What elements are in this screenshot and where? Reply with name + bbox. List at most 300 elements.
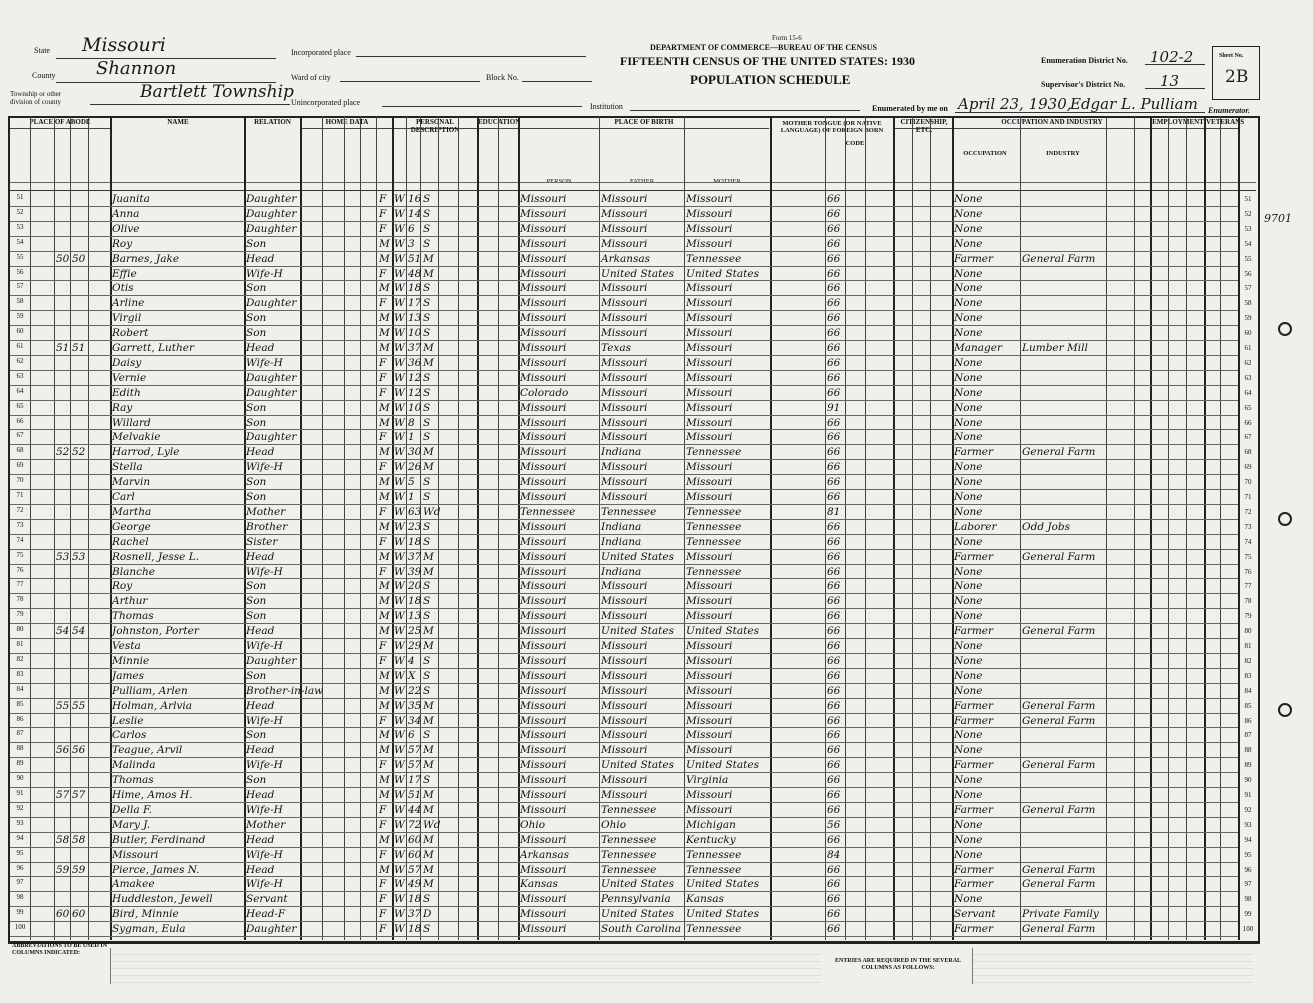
row-69-pob: Missouri bbox=[520, 461, 567, 474]
row-rule bbox=[10, 847, 1238, 848]
row-67-race: W bbox=[394, 431, 405, 444]
row-73-mar: S bbox=[423, 520, 431, 533]
row-97-mar: M bbox=[423, 878, 434, 891]
row-rule bbox=[10, 638, 1238, 639]
row-95-n: 95 bbox=[16, 848, 24, 857]
row-96-pob: Missouri bbox=[520, 863, 567, 876]
row-57-rel: Son bbox=[246, 282, 267, 295]
row-55-rel: Head bbox=[246, 252, 275, 265]
right-row-number: 98 bbox=[1244, 895, 1252, 904]
row-92-occ: Farmer bbox=[954, 803, 994, 816]
row-78-age: 18 bbox=[408, 595, 422, 608]
row-88-sex: M bbox=[379, 744, 390, 757]
row-56-pob: Missouri bbox=[520, 267, 567, 280]
row-70-sex: M bbox=[379, 476, 390, 489]
row-78-fpob: Missouri bbox=[601, 595, 648, 608]
row-97-fpob: United States bbox=[601, 878, 674, 891]
row-rule bbox=[10, 891, 1238, 892]
right-row-number: 72 bbox=[1244, 507, 1252, 516]
row-73-mpob: Tennessee bbox=[686, 520, 742, 533]
row-69-code: 66 bbox=[827, 461, 841, 474]
row-96-name: Pierce, James N. bbox=[112, 863, 200, 876]
row-90-pob: Missouri bbox=[520, 774, 567, 787]
row-72-mar: Wd bbox=[423, 505, 441, 518]
row-51-mpob: Missouri bbox=[686, 193, 733, 205]
row-79-mar: S bbox=[423, 610, 431, 623]
section-education: EDUCATION bbox=[478, 118, 518, 129]
row-88-mpob: Missouri bbox=[686, 744, 733, 757]
row-60-fpob: Missouri bbox=[601, 327, 648, 340]
row-57-sex: M bbox=[379, 282, 390, 295]
row-76-name: Blanche bbox=[112, 565, 155, 578]
row-63-rel: Daughter bbox=[246, 371, 297, 384]
row-80-pob: Missouri bbox=[520, 625, 567, 638]
row-89-occ: Farmer bbox=[954, 759, 994, 772]
row-61-n: 61 bbox=[16, 342, 24, 350]
row-67-age: 1 bbox=[408, 431, 415, 444]
abbreviations-table bbox=[110, 948, 821, 984]
row-81-race: W bbox=[394, 640, 405, 652]
row-59-age: 13 bbox=[408, 312, 422, 325]
row-92-ind: General Farm bbox=[1022, 803, 1096, 816]
row-95-sex: F bbox=[379, 848, 387, 861]
row-84-occ: None bbox=[954, 684, 983, 697]
row-74-code: 66 bbox=[827, 535, 841, 548]
row-100-code: 66 bbox=[827, 923, 841, 936]
row-80-mpob: United States bbox=[686, 625, 759, 638]
row-55-age: 51 bbox=[408, 252, 422, 265]
row-59-mar: S bbox=[423, 312, 431, 325]
row-63-n: 63 bbox=[16, 371, 24, 380]
row-97-sex: F bbox=[379, 878, 387, 891]
row-62-mar: M bbox=[423, 356, 434, 369]
punch-hole bbox=[1278, 322, 1292, 336]
row-100-sex: F bbox=[379, 923, 387, 936]
row-91-n: 91 bbox=[16, 789, 24, 797]
row-54-n: 54 bbox=[16, 237, 24, 246]
row-91-fam: 57 bbox=[72, 789, 86, 801]
row-87-rel: Son bbox=[246, 729, 267, 742]
sheet-label: Sheet No. bbox=[1219, 53, 1244, 59]
row-67-code: 66 bbox=[827, 431, 841, 444]
row-94-race: W bbox=[394, 833, 405, 846]
row-rule bbox=[10, 772, 1238, 773]
row-rule bbox=[10, 310, 1238, 311]
row-91-age: 51 bbox=[408, 789, 422, 801]
row-91-mar: M bbox=[423, 789, 434, 801]
row-78-sex: M bbox=[379, 595, 390, 608]
row-83-fpob: Missouri bbox=[601, 669, 648, 682]
row-54-mar: S bbox=[423, 237, 431, 250]
row-69-name: Stella bbox=[112, 461, 143, 474]
row-93-mpob: Michigan bbox=[686, 818, 736, 831]
row-57-mpob: Missouri bbox=[686, 282, 733, 295]
row-81-pob: Missouri bbox=[520, 640, 567, 652]
row-90-sex: M bbox=[379, 774, 390, 787]
row-70-race: W bbox=[394, 476, 405, 489]
row-55-name: Barnes, Jake bbox=[112, 252, 180, 265]
right-row-number: 99 bbox=[1244, 910, 1252, 919]
row-53-rel: Daughter bbox=[246, 222, 297, 235]
row-99-fam: 60 bbox=[72, 908, 86, 921]
row-rule bbox=[10, 817, 1238, 818]
unincorporated-label: Unincorporated place bbox=[291, 98, 361, 107]
county-label: County bbox=[32, 71, 56, 80]
row-82-mar: S bbox=[423, 654, 431, 667]
row-rule bbox=[10, 862, 1238, 863]
ward-label: Ward of city bbox=[291, 73, 331, 82]
row-95-mar: M bbox=[423, 848, 434, 861]
row-85-fpob: Missouri bbox=[601, 699, 648, 712]
row-77-race: W bbox=[394, 580, 405, 593]
right-row-number: 54 bbox=[1244, 239, 1252, 248]
row-52-sex: F bbox=[379, 207, 387, 220]
institution-label: Institution bbox=[590, 102, 623, 111]
row-67-fpob: Missouri bbox=[601, 431, 648, 444]
row-81-fpob: Missouri bbox=[601, 640, 648, 652]
row-rule bbox=[10, 683, 1238, 684]
row-75-mar: M bbox=[423, 550, 434, 563]
row-68-name: Harrod, Lyle bbox=[112, 446, 180, 459]
supervisor-label: Supervisor's District No. bbox=[1041, 80, 1126, 89]
row-69-race: W bbox=[394, 461, 405, 474]
row-79-age: 13 bbox=[408, 610, 422, 623]
row-100-n: 100 bbox=[14, 923, 26, 932]
row-rule bbox=[10, 504, 1238, 505]
row-80-name: Johnston, Porter bbox=[112, 625, 199, 638]
row-80-rel: Head bbox=[246, 625, 275, 638]
row-54-sex: M bbox=[379, 237, 390, 250]
row-80-code: 66 bbox=[827, 625, 841, 638]
row-64-mpob: Missouri bbox=[686, 386, 733, 399]
row-rule bbox=[10, 444, 1238, 445]
row-96-n: 96 bbox=[16, 863, 24, 872]
row-54-name: Roy bbox=[112, 237, 133, 250]
row-59-mpob: Missouri bbox=[686, 312, 733, 325]
row-88-code: 66 bbox=[827, 744, 841, 757]
row-64-occ: None bbox=[954, 386, 983, 399]
row-63-sex: F bbox=[379, 371, 387, 384]
row-79-n: 79 bbox=[16, 610, 24, 619]
row-67-n: 67 bbox=[16, 431, 24, 440]
row-86-mpob: Missouri bbox=[686, 714, 733, 727]
row-80-mar: M bbox=[423, 625, 434, 638]
row-84-fpob: Missouri bbox=[601, 684, 648, 697]
right-row-number: 56 bbox=[1244, 269, 1252, 278]
row-85-pob: Missouri bbox=[520, 699, 567, 712]
row-62-name: Daisy bbox=[112, 356, 142, 369]
row-69-sex: F bbox=[379, 461, 387, 474]
row-100-race: W bbox=[394, 923, 405, 936]
row-rule bbox=[10, 459, 1238, 460]
row-93-code: 56 bbox=[827, 818, 841, 831]
row-78-race: W bbox=[394, 595, 405, 608]
row-82-code: 66 bbox=[827, 654, 841, 667]
row-88-rel: Head bbox=[246, 744, 275, 757]
punch-hole bbox=[1278, 512, 1292, 526]
row-82-name: Minnie bbox=[112, 654, 150, 667]
row-84-pob: Missouri bbox=[520, 684, 567, 697]
row-69-n: 69 bbox=[16, 461, 24, 470]
row-59-name: Virgil bbox=[112, 312, 142, 325]
row-64-age: 12 bbox=[408, 386, 422, 399]
row-52-fpob: Missouri bbox=[601, 207, 648, 220]
right-row-number: 96 bbox=[1244, 865, 1252, 874]
row-51-pob: Missouri bbox=[520, 193, 567, 205]
row-81-mpob: Missouri bbox=[686, 640, 733, 652]
row-72-fpob: Tennessee bbox=[601, 505, 657, 518]
row-56-age: 48 bbox=[408, 267, 422, 280]
row-81-n: 81 bbox=[16, 640, 24, 648]
row-99-code: 66 bbox=[827, 908, 841, 921]
row-75-n: 75 bbox=[16, 550, 24, 559]
row-57-mar: S bbox=[423, 282, 431, 295]
row-61-mar: M bbox=[423, 342, 434, 354]
row-92-name: Della F. bbox=[112, 803, 152, 816]
row-66-mpob: Missouri bbox=[686, 416, 733, 429]
row-rule bbox=[10, 355, 1238, 356]
row-71-mpob: Missouri bbox=[686, 491, 733, 503]
row-85-mar: M bbox=[423, 699, 434, 712]
row-74-age: 18 bbox=[408, 535, 422, 548]
row-rule bbox=[10, 534, 1238, 535]
row-62-age: 36 bbox=[408, 356, 422, 369]
row-58-race: W bbox=[394, 297, 405, 310]
row-95-race: W bbox=[394, 848, 405, 861]
row-75-race: W bbox=[394, 550, 405, 563]
row-53-age: 6 bbox=[408, 222, 415, 235]
row-88-name: Teague, Arvil bbox=[112, 744, 183, 757]
row-85-dw: 55 bbox=[56, 699, 70, 712]
row-62-n: 62 bbox=[16, 356, 24, 365]
row-100-fpob: South Carolina bbox=[601, 923, 681, 936]
row-72-rel: Mother bbox=[246, 505, 286, 518]
row-71-code: 66 bbox=[827, 491, 841, 503]
row-80-dw: 54 bbox=[56, 625, 70, 638]
row-53-fpob: Missouri bbox=[601, 222, 648, 235]
row-77-mar: S bbox=[423, 580, 431, 593]
row-rule bbox=[10, 698, 1238, 699]
row-84-code: 66 bbox=[827, 684, 841, 697]
row-88-age: 57 bbox=[408, 744, 422, 757]
row-68-age: 30 bbox=[408, 446, 422, 459]
row-97-mpob: United States bbox=[686, 878, 759, 891]
section-name: NAME bbox=[167, 118, 189, 126]
row-64-sex: F bbox=[379, 386, 387, 399]
row-60-mar: S bbox=[423, 327, 431, 340]
row-81-occ: None bbox=[954, 640, 983, 652]
row-51-sex: F bbox=[379, 193, 387, 205]
subheader-father: FATHER bbox=[629, 178, 655, 185]
row-rule bbox=[10, 742, 1238, 743]
row-63-code: 66 bbox=[827, 371, 841, 384]
row-57-pob: Missouri bbox=[520, 282, 567, 295]
row-83-n: 83 bbox=[16, 669, 24, 678]
row-94-fpob: Tennessee bbox=[601, 833, 657, 846]
right-row-number: 71 bbox=[1244, 493, 1252, 501]
row-64-n: 64 bbox=[16, 386, 24, 395]
row-51-fpob: Missouri bbox=[601, 193, 648, 205]
row-81-age: 29 bbox=[408, 640, 422, 652]
row-rule bbox=[10, 266, 1238, 267]
row-85-n: 85 bbox=[16, 699, 24, 708]
row-58-occ: None bbox=[954, 297, 983, 310]
right-row-number: 79 bbox=[1244, 612, 1252, 621]
row-80-fam: 54 bbox=[72, 625, 86, 638]
row-87-name: Carlos bbox=[112, 729, 147, 742]
row-85-occ: Farmer bbox=[954, 699, 994, 712]
right-row-number: 80 bbox=[1244, 627, 1252, 636]
row-82-mpob: Missouri bbox=[686, 654, 733, 667]
row-59-pob: Missouri bbox=[520, 312, 567, 325]
row-54-code: 66 bbox=[827, 237, 841, 250]
row-51-n: 51 bbox=[16, 193, 24, 201]
block-label: Block No. bbox=[486, 73, 519, 82]
row-75-ind: General Farm bbox=[1022, 550, 1096, 563]
row-68-pob: Missouri bbox=[520, 446, 567, 459]
row-90-fpob: Missouri bbox=[601, 774, 648, 787]
row-81-mar: M bbox=[423, 640, 434, 652]
row-79-code: 66 bbox=[827, 610, 841, 623]
row-98-name: Huddleston, Jewell bbox=[112, 893, 213, 906]
row-92-race: W bbox=[394, 803, 405, 816]
row-73-race: W bbox=[394, 520, 405, 533]
row-72-code: 81 bbox=[827, 505, 841, 518]
row-73-pob: Missouri bbox=[520, 520, 567, 533]
row-70-rel: Son bbox=[246, 476, 267, 489]
row-61-age: 37 bbox=[408, 342, 422, 354]
row-72-occ: None bbox=[954, 505, 983, 518]
row-73-code: 66 bbox=[827, 520, 841, 533]
row-82-age: 4 bbox=[408, 654, 415, 667]
row-65-name: Ray bbox=[112, 401, 133, 414]
row-77-fpob: Missouri bbox=[601, 580, 648, 593]
row-69-age: 26 bbox=[408, 461, 422, 474]
row-55-sex: M bbox=[379, 252, 390, 265]
row-70-mpob: Missouri bbox=[686, 476, 733, 489]
row-81-code: 66 bbox=[827, 640, 841, 652]
row-70-occ: None bbox=[954, 476, 983, 489]
row-52-occ: None bbox=[954, 207, 983, 220]
row-61-race: W bbox=[394, 342, 405, 354]
section-occupation: OCCUPATION AND INDUSTRY bbox=[954, 118, 1150, 129]
row-92-rel: Wife-H bbox=[246, 803, 283, 816]
row-65-occ: None bbox=[954, 401, 983, 414]
row-68-fam: 52 bbox=[72, 446, 86, 459]
row-93-fpob: Ohio bbox=[601, 818, 627, 831]
row-99-n: 99 bbox=[16, 908, 24, 917]
row-98-sex: F bbox=[379, 893, 387, 906]
row-86-name: Leslie bbox=[112, 714, 144, 727]
row-rule bbox=[10, 474, 1238, 475]
right-row-number: 66 bbox=[1244, 418, 1252, 427]
schedule-title: POPULATION SCHEDULE bbox=[690, 72, 851, 87]
row-81-rel: Wife-H bbox=[246, 640, 283, 652]
row-93-name: Mary J. bbox=[112, 818, 151, 831]
row-100-occ: Farmer bbox=[954, 923, 994, 936]
row-91-dw: 57 bbox=[56, 789, 70, 801]
row-rule bbox=[10, 906, 1238, 907]
row-67-occ: None bbox=[954, 431, 983, 444]
row-84-race: W bbox=[394, 684, 405, 697]
row-72-mpob: Tennessee bbox=[686, 505, 742, 518]
row-72-pob: Tennessee bbox=[520, 505, 576, 518]
row-86-ind: General Farm bbox=[1022, 714, 1096, 727]
row-rule bbox=[10, 727, 1238, 728]
row-79-occ: None bbox=[954, 610, 983, 623]
row-73-rel: Brother bbox=[246, 520, 288, 533]
row-84-age: 22 bbox=[408, 684, 422, 697]
row-94-dw: 58 bbox=[56, 833, 70, 846]
row-94-mpob: Kentucky bbox=[686, 833, 736, 846]
row-59-sex: M bbox=[379, 312, 390, 325]
row-76-sex: F bbox=[379, 565, 387, 578]
row-63-pob: Missouri bbox=[520, 371, 567, 384]
row-89-pob: Missouri bbox=[520, 759, 567, 772]
row-96-dw: 59 bbox=[56, 863, 70, 876]
row-97-name: Amakee bbox=[112, 878, 155, 891]
county-value: Shannon bbox=[96, 58, 177, 79]
row-93-age: 72 bbox=[408, 818, 422, 831]
row-98-age: 18 bbox=[408, 893, 422, 906]
row-67-name: Melvakie bbox=[112, 431, 161, 444]
row-61-ind: Lumber Mill bbox=[1022, 342, 1088, 354]
row-94-occ: None bbox=[954, 833, 983, 846]
row-98-code: 66 bbox=[827, 893, 841, 906]
row-97-ind: General Farm bbox=[1022, 878, 1096, 891]
row-71-sex: M bbox=[379, 491, 390, 503]
row-68-mpob: Tennessee bbox=[686, 446, 742, 459]
row-57-race: W bbox=[394, 282, 405, 295]
enumerated-date: April 23, 1930, bbox=[958, 95, 1072, 113]
row-84-name: Pulliam, Arlen bbox=[112, 684, 188, 697]
right-row-number: 89 bbox=[1244, 761, 1252, 770]
right-row-number: 88 bbox=[1244, 746, 1252, 755]
row-61-fam: 51 bbox=[72, 342, 86, 354]
row-60-mpob: Missouri bbox=[686, 327, 733, 340]
row-71-fpob: Missouri bbox=[601, 491, 648, 503]
row-93-occ: None bbox=[954, 818, 983, 831]
row-58-mpob: Missouri bbox=[686, 297, 733, 310]
row-84-rel: Brother-in-law bbox=[246, 684, 324, 697]
department-line: DEPARTMENT OF COMMERCE—BUREAU OF THE CENSUS bbox=[650, 43, 877, 52]
right-row-number: 90 bbox=[1244, 776, 1252, 785]
row-74-occ: None bbox=[954, 535, 983, 548]
section-personal: PERSONAL DESCRIPTION bbox=[393, 118, 477, 129]
row-75-rel: Head bbox=[246, 550, 275, 563]
row-87-sex: M bbox=[379, 729, 390, 742]
row-75-occ: Farmer bbox=[954, 550, 994, 563]
row-90-mar: S bbox=[423, 774, 431, 787]
row-81-name: Vesta bbox=[112, 640, 141, 652]
row-89-race: W bbox=[394, 759, 405, 772]
row-53-code: 66 bbox=[827, 222, 841, 235]
row-99-sex: F bbox=[379, 908, 387, 921]
row-57-n: 57 bbox=[16, 282, 24, 291]
row-91-sex: M bbox=[379, 789, 390, 801]
row-82-sex: F bbox=[379, 654, 387, 667]
row-98-fpob: Pennsylvania bbox=[601, 893, 671, 906]
row-88-pob: Missouri bbox=[520, 744, 567, 757]
row-56-occ: None bbox=[954, 267, 983, 280]
row-92-n: 92 bbox=[16, 803, 24, 812]
row-72-sex: F bbox=[379, 505, 387, 518]
row-52-age: 14 bbox=[408, 207, 422, 220]
row-82-pob: Missouri bbox=[520, 654, 567, 667]
row-66-fpob: Missouri bbox=[601, 416, 648, 429]
row-63-age: 12 bbox=[408, 371, 422, 384]
row-60-race: W bbox=[394, 327, 405, 340]
